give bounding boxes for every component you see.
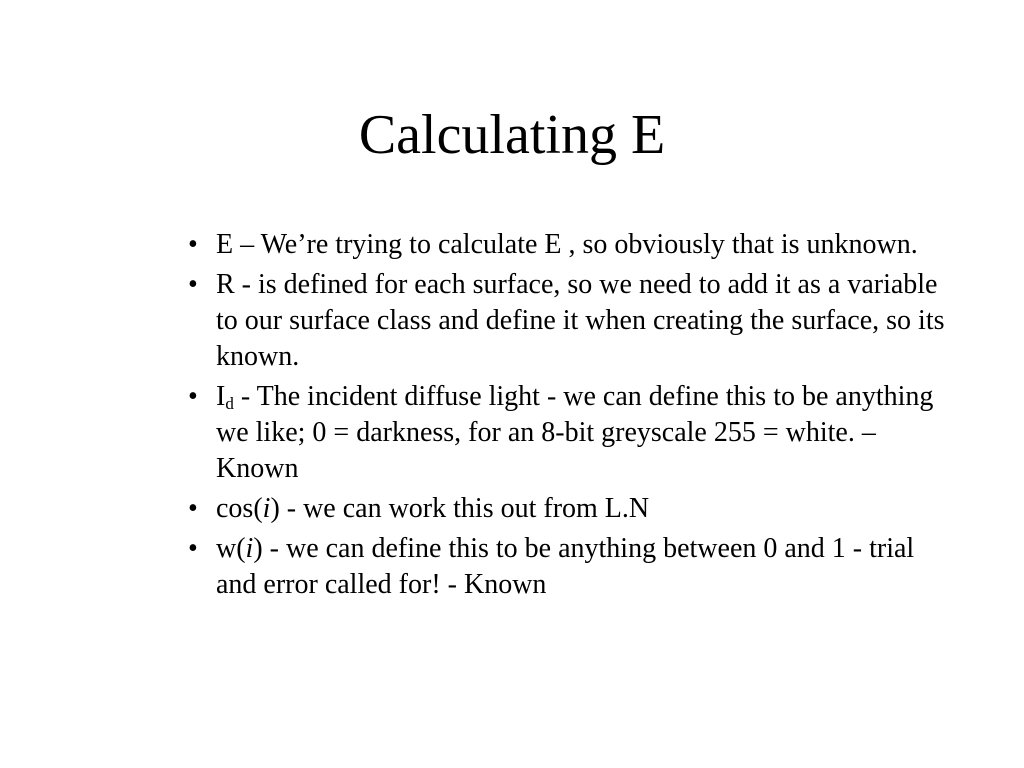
- bullet-text-post: - The incident diffuse light - we can define this to be anything we like; 0 = darkness, for an 8-bit greyscale 255 = white. – Known: [216, 381, 941, 484]
- bullet-text-post: ) - we can work this out from L.N: [270, 493, 650, 524]
- bullet-marker: •: [188, 269, 198, 300]
- bullet-text: E – We’re trying to calculate E , so obviously that is unknown.: [216, 229, 918, 260]
- italic-i: i: [245, 533, 254, 564]
- bullet-item-id: [188, 379, 948, 487]
- bullet-list: [188, 227, 948, 607]
- bullet-marker: •: [188, 493, 198, 524]
- bullet-text: [216, 381, 940, 484]
- bullet-item-w: [188, 531, 948, 603]
- bullet-marker: •: [188, 229, 198, 260]
- bullet-text: R - is defined for each surface, so we need to add it as a variable to our surface class and define it when creating the surface, so its known.: [216, 269, 945, 372]
- slide-title: Calculating E: [358, 104, 666, 166]
- bullet-text-pre: cos(: [216, 493, 263, 524]
- bullet-text-pre: I: [216, 381, 226, 412]
- bullet-text: [216, 533, 921, 600]
- bullet-item-r: [188, 267, 948, 375]
- bullet-text: [216, 493, 649, 524]
- bullet-text-post: ) - we can define this to be anything between 0 and 1 - trial and error called for! - Known: [216, 533, 922, 600]
- bullet-text-pre: w(: [216, 533, 246, 564]
- subscript-d: d: [225, 394, 234, 413]
- bullet-item-cos: [188, 491, 948, 527]
- bullet-item-e: [188, 227, 948, 263]
- bullet-marker: •: [188, 533, 198, 564]
- bullet-marker: •: [188, 381, 198, 412]
- italic-i: i: [262, 493, 271, 524]
